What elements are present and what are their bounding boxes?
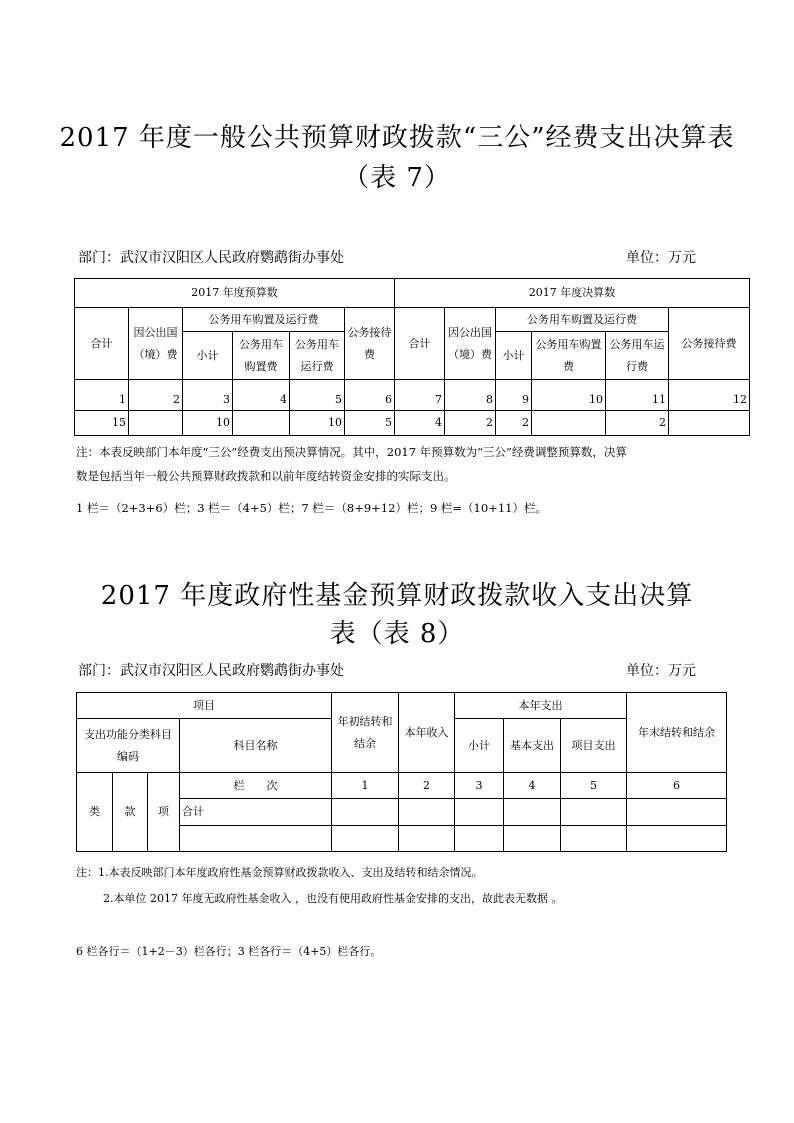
table8-column-number: 5: [561, 773, 627, 799]
table7-column-number: 6: [345, 390, 395, 411]
table8-header-basic: 基本支出: [504, 719, 561, 773]
table7-value-cell: 4: [395, 410, 445, 435]
table7-header-total: 合计: [395, 308, 445, 380]
table7-column-number: 8: [445, 390, 496, 411]
table8-header-income: 本年收入: [399, 693, 455, 773]
table7-value-cell: 10: [290, 410, 345, 435]
table8-total-label: 合计: [180, 799, 332, 826]
table8-note2: 2.本单位 2017 年度无政府性基金收入 ，也没有使用政府性基金安排的支出，故此表无数据 。: [103, 892, 563, 905]
table7-header-subtotal: 小计: [183, 332, 233, 380]
table8-unit: 单位：万元: [626, 663, 696, 679]
table7-unit: 单位：万元: [626, 250, 696, 266]
table7-value-cell: 2: [606, 410, 669, 435]
table7-header-vehicle: 公务用车购置及运行费: [496, 308, 669, 332]
table8-header-lei: 类: [77, 773, 113, 852]
table7-header-total: 合计: [75, 308, 129, 380]
table8-header-code: 支出功能分类科目编码: [77, 719, 180, 773]
table7-header-abroad: 因公出国（境）费: [445, 308, 496, 380]
table7-column-number: 1: [75, 390, 129, 411]
table7-value-cell: [129, 410, 183, 435]
table8-header-xiang: 项: [148, 773, 180, 852]
table7-note-line2: 数是包括当年一般公共预算财政拨款和以前年度结转资金安排的实际支出。: [76, 469, 456, 483]
table8-column-number: 3: [455, 773, 504, 799]
table7-column-number-row: [75, 390, 750, 411]
table8-column-number: 2: [399, 773, 455, 799]
table7-value-cell: 2: [496, 410, 532, 435]
table8-formula: 6 栏各行＝（1+2－3）栏各行；3 栏各行＝（4+5）栏各行。: [76, 945, 382, 958]
table8-note1: 注：1.本表反映部门本年度政府性基金预算财政拨款收入、支出及结转和结余情况。: [76, 866, 483, 879]
table7-value-cell: [669, 410, 750, 435]
table8-header-kuan: 款: [113, 773, 148, 852]
table8-grid: [76, 692, 727, 852]
table7-column-number: 7: [395, 390, 445, 411]
table8-column-number: 1: [332, 773, 399, 799]
table7-note-line1: 注：本表反映部门本年度“三公”经费支出预决算情况。其中，2017 年预算数为“三公”经费调整预算数，决算: [76, 445, 627, 459]
table8-header-lanci: 栏 次: [180, 773, 332, 799]
table7-header-subtotal: 小计: [496, 332, 532, 380]
table8-column-number: 4: [504, 773, 561, 799]
table7-header-operate: 公务用车运行费: [606, 332, 669, 380]
table8-title: 2017 年度政府性基金预算财政拨款收入支出决算: [100, 581, 694, 611]
table7-value-cell: 15: [75, 410, 129, 435]
table7-value-cell: [233, 410, 290, 435]
table7-value-cell: 10: [183, 410, 233, 435]
table7-column-number: 4: [233, 390, 290, 411]
table7-header-abroad: 因公出国（境）费: [129, 308, 183, 380]
table7-header-reception: 公务接待费: [669, 308, 750, 380]
table8-column-number-row: [77, 773, 727, 799]
table7-value-cell: 5: [345, 410, 395, 435]
table7-formula: 1 栏＝（2+3+6）栏；3 栏＝（4+5）栏；7 栏＝（8+9+12）栏；9 栏=（10+11）栏。: [76, 501, 547, 515]
table7-value-cell: 2: [445, 410, 496, 435]
table7-title-suffix: （表 7）: [343, 163, 451, 193]
table7-value-cell: [532, 410, 606, 435]
table8-header-expend: 本年支出: [455, 693, 627, 719]
table8-column-number: 6: [627, 773, 727, 799]
table8-header-project: 项目支出: [561, 719, 627, 773]
table7-grid: [74, 278, 750, 436]
table7-column-number: 3: [183, 390, 233, 411]
table7-header-reception: 公务接待费: [345, 308, 395, 380]
table7-column-number: 11: [606, 390, 669, 411]
table8-title-suffix: 表（表 8）: [329, 619, 465, 649]
table8-department: 部门：武汉市汉阳区人民政府鹦鹉街办事处: [78, 663, 344, 679]
table7-header-purchase: 公务用车购置费: [532, 332, 606, 380]
table7-header-operate: 公务用车运行费: [290, 332, 345, 380]
table7-column-number: 5: [290, 390, 345, 411]
table7-budget-group: 2017 年度预算数: [75, 279, 395, 308]
table7-column-number: 12: [669, 390, 750, 411]
table7-department: 部门：武汉市汉阳区人民政府鹦鹉街办事处: [78, 250, 344, 266]
table7-title: 2017 年度一般公共预算财政拨款“三公”经费支出决算表: [59, 123, 735, 153]
table7-value-row: [75, 410, 750, 435]
table8-header-name: 科目名称: [180, 719, 332, 773]
table7-column-number: 9: [496, 390, 532, 411]
table7-column-number: 10: [532, 390, 606, 411]
table8-header-item: 项目: [77, 693, 332, 719]
table8-header-end: 年末结转和结余: [627, 693, 727, 773]
table8-header-begin: 年初结转和结余: [332, 693, 399, 773]
table7-header-vehicle: 公务用车购置及运行费: [183, 308, 345, 332]
table7-column-number: 2: [129, 390, 183, 411]
table7-final-group: 2017 年度决算数: [395, 279, 750, 308]
table7-header-purchase: 公务用车购置费: [233, 332, 290, 380]
table8-header-subtotal: 小计: [455, 719, 504, 773]
